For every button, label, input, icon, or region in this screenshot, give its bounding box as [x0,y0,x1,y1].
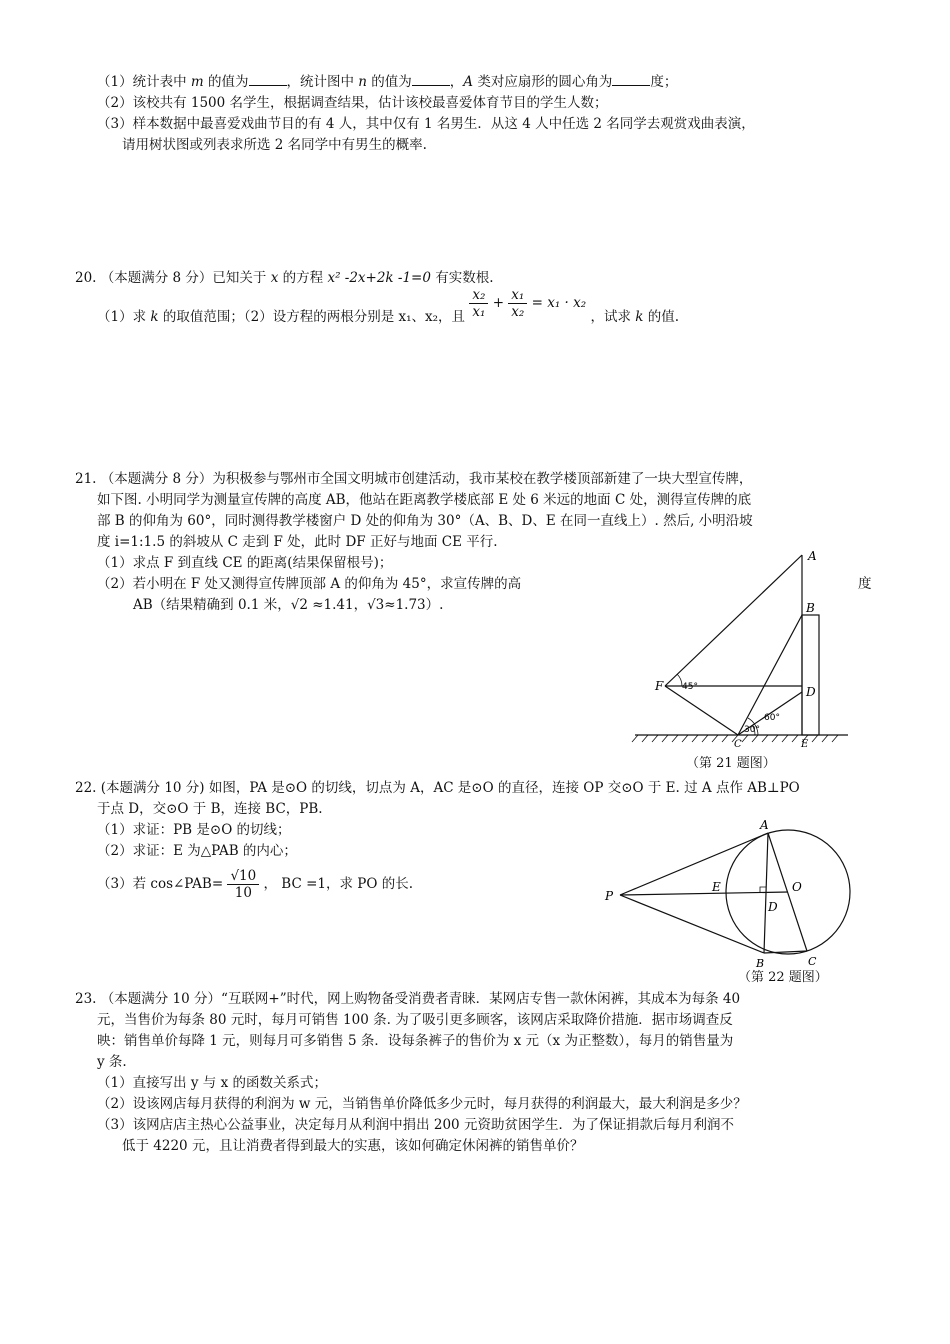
q20-parts: （1）求 k 的取值范围；（2）设方程的两根分别是 x₁、x₂，且 $\frac{\text{x₂}}{\text{x₁}}$ + $\frac{\text{x₁}}{\text{x₂}}$ = x₁ · x₂ ，试求 k 的值. [97,287,680,325]
q23-line1: 23. （本题满分 10 分）“互联网+”时代，网上购物备受消费者青睐．某网店专售一款休闲裤，其成本为每条 40 [75,991,741,1007]
label-C: C [734,739,742,750]
tangent-PA [620,833,768,895]
q20-stem: 20. （本题满分 8 分）已知关于 x 的方程 x² -2x+2k -1=0 有实数根. [75,270,494,286]
angle-60-label: 60° [764,713,780,723]
q19-part3-line2: 请用树状图或列表求所选 2 名同学中有男生的概率. [122,137,427,153]
q21-part2-line2: AB（结果精确到 0.1 米，√2 ≈1.41，√3≈1.73）. [133,597,444,613]
answer-blank [612,73,650,86]
q21-part1: （1）求点 F 到直线 CE 的距离(结果保留根号)； [97,555,393,571]
q23-part3-line2: 低于 4220 元，且让消费者得到最大的实惠，该如何确定休闲裤的销售单价？ [122,1138,584,1154]
label-F: F [655,679,664,693]
label-B: B [806,601,815,615]
label-E: E [801,739,809,750]
figure-22-caption: （第 22 题图） [738,970,828,985]
q23-part1: （1）直接写出 y 与 x 的函数关系式； [97,1075,327,1091]
figure-22-diagram [600,815,865,975]
q22-part3: （3）若 cos∠PAB= $\frac{√10}{10}$ ， BC =1，求 PO 的长. [97,868,414,901]
q23-line2: 元，当售价为每条 80 元时，每月可销售 100 条. 为了吸引更多顾客，该网店采取降价措施．据市场调查反 [97,1012,733,1028]
line-PO [620,892,788,895]
q23-line4: y 条. [97,1054,127,1070]
label-E: E [712,880,721,894]
q23-line3: 映：销售单价每降 1 元，则每月可多销售 5 条．设每条裤子的售价为 x 元（x 为正整数），每月的销售量为 [97,1033,734,1049]
q22-part1: （1）求证：PB 是⊙O 的切线； [97,822,291,838]
q21-line3: 部 B 的仰角为 60°，同时测得教学楼窗户 D 处的仰角为 30°（A、B、D、E 在同一直线上）. 然后, 小明沿坡 [97,513,753,529]
q22-line1: 22. (本题满分 10 分) 如图，PA 是⊙O 的切线，切点为 A，AC 是⊙O 的直径，连接 OP 交⊙O 于 E. 过 A 点作 AB⊥PO [75,780,800,796]
angle-45-label: 45° [682,682,698,692]
label-B: B [756,957,765,970]
tangent-PB [620,895,764,953]
label-A: A [760,818,769,832]
answer-blank [249,73,287,86]
label-C: C [808,955,817,968]
q23-part3-line1: （3）该网店店主热心公益事业，决定每月从利润中捐出 200 元资助贫困学生．为了保证捐款后每月利润不 [97,1117,734,1133]
label-P: P [605,889,614,903]
q21-part2-tail: 度 [858,576,872,592]
label-D: D [806,685,816,699]
q22-part2: （2）求证：E 为△PAB 的内心； [97,843,297,859]
q21-part2-line1: （2）若小明在 F 处又测得宣传牌顶部 A 的仰角为 45°，求宣传牌的高 [97,576,522,592]
q21-line4: 度 i=1:1.5 的斜坡从 C 走到 F 处，此时 DF 正好与地面 CE 平行. [97,534,498,550]
label-A: A [808,549,817,563]
q19-part1: （1）统计表中 m 的值为 ，统计图中 n 的值为 ，A 类对应扇形的圆心角为 度； [97,74,678,90]
fraction: $\frac{\text{x₂}}{\text{x₁}}$ [469,287,488,320]
figure-21-caption: （第 21 题图） [686,756,776,771]
angle-30-label: 30° [744,725,760,735]
q23-part2: （2）设该网店每月获得的利润为 w 元，当销售单价降低多少元时，每月获得的利润最大，最大利润是多少？ [97,1096,747,1112]
slope-FC [665,686,738,735]
q20-equation: $\frac{\text{x₂}}{\text{x₁}}$ + $\frac{\text{x₁}}{\text{x₂}}$ = x₁ · x₂ [469,295,590,311]
label-O: O [792,880,802,894]
q19-part3-line1: （3）样本数据中最喜爱戏曲节目的有 4 人，其中仅有 1 名男生．从这 4 人中任选 2 名同学去观赏戏曲表演， [97,116,755,132]
q21-line1: 21. （本题满分 8 分）为积极参与鄂州市全国文明城市创建活动，我市某校在教学楼顶部新建了一块大型宣传牌， [75,471,753,487]
figure-21-diagram [630,550,860,750]
answer-blank [412,73,450,86]
fraction: $\frac{\text{x₁}}{\text{x₂}}$ [508,287,527,320]
cos-fraction: $\frac{√10}{10}$ [227,868,259,901]
label-D: D [768,900,778,914]
building [802,615,819,735]
q22-line2: 于点 D，交⊙O 于 B，连接 BC，PB. [97,801,323,817]
q19-part2: （2）该校共有 1500 名学生，根据调查结果，估计该校最喜爱体育节目的学生人数； [97,95,608,111]
q21-line2: 如下图. 小明同学为测量宣传牌的高度 AB，他站在距离教学楼底部 E 处 6 米远的地面 C 处，测得宣传牌的底 [97,492,752,508]
line-FA [665,555,802,686]
